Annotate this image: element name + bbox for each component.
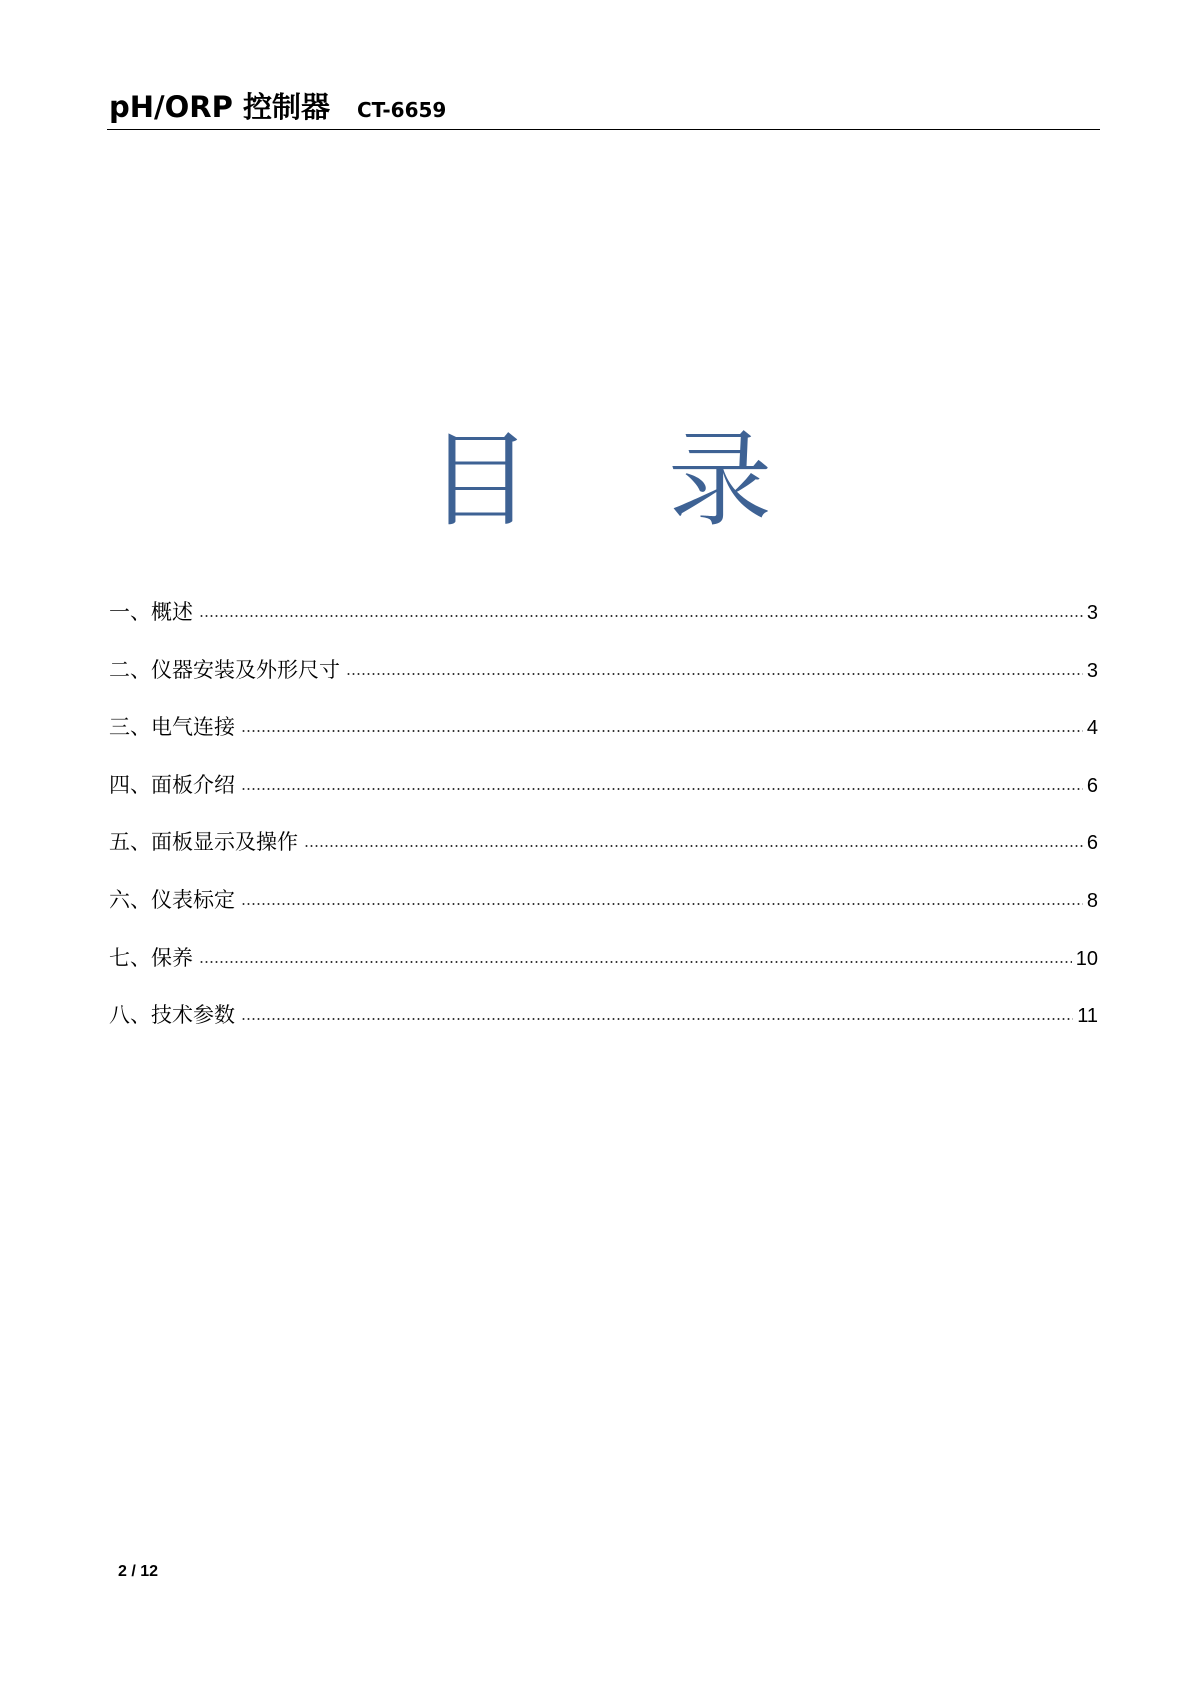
toc-dot-leader bbox=[199, 615, 1083, 617]
toc-entry-page: 8 bbox=[1086, 889, 1098, 912]
toc-entry-page: 6 bbox=[1086, 832, 1098, 855]
toc-dot-leader bbox=[241, 903, 1083, 905]
toc-entry-label: 八、技术参数 bbox=[109, 1003, 235, 1028]
toc-entry-label: 三、电气连接 bbox=[109, 715, 235, 740]
toc-entry-page: 3 bbox=[1086, 659, 1098, 682]
header-title: pH/ORP 控制器 bbox=[109, 90, 330, 124]
toc-entry-maintenance[interactable] bbox=[109, 943, 1098, 1001]
toc-entry-label: 四、面板介绍 bbox=[109, 772, 235, 797]
toc-heading-char-1: 目 bbox=[428, 419, 533, 541]
toc-entry-label: 七、保养 bbox=[109, 945, 193, 970]
toc-heading bbox=[0, 419, 1200, 541]
toc-entry-overview[interactable] bbox=[109, 597, 1098, 655]
toc-entry-calibration[interactable] bbox=[109, 885, 1098, 943]
toc-entry-label: 二、仪器安装及外形尺寸 bbox=[109, 657, 340, 682]
page-header bbox=[107, 84, 1100, 130]
toc-entry-label: 六、仪表标定 bbox=[109, 887, 235, 912]
toc-entry-page: 4 bbox=[1086, 717, 1098, 740]
toc-heading-char-2: 录 bbox=[668, 419, 773, 541]
toc-entry-installation[interactable] bbox=[109, 655, 1098, 713]
toc-dot-leader bbox=[346, 673, 1083, 675]
toc-dot-leader bbox=[241, 730, 1083, 732]
table-of-contents bbox=[109, 597, 1098, 1058]
page-number: 2 / 12 bbox=[118, 1563, 159, 1580]
toc-dot-leader bbox=[199, 961, 1072, 963]
toc-entry-panel-intro[interactable] bbox=[109, 770, 1098, 828]
toc-entry-specifications[interactable] bbox=[109, 1000, 1098, 1058]
toc-entry-label: 一、概述 bbox=[109, 600, 193, 624]
toc-entry-page: 10 bbox=[1075, 947, 1098, 970]
toc-entry-label: 五、面板显示及操作 bbox=[109, 830, 298, 855]
toc-dot-leader bbox=[241, 788, 1083, 790]
toc-dot-leader bbox=[241, 1018, 1073, 1020]
toc-entry-page: 6 bbox=[1086, 774, 1098, 797]
toc-dot-leader bbox=[304, 845, 1083, 847]
toc-entry-page: 3 bbox=[1086, 602, 1098, 624]
header-model-number: CT-6659 bbox=[357, 98, 447, 122]
toc-entry-panel-display[interactable] bbox=[109, 827, 1098, 885]
toc-entry-page: 11 bbox=[1077, 1005, 1098, 1028]
toc-entry-electrical[interactable] bbox=[109, 712, 1098, 770]
